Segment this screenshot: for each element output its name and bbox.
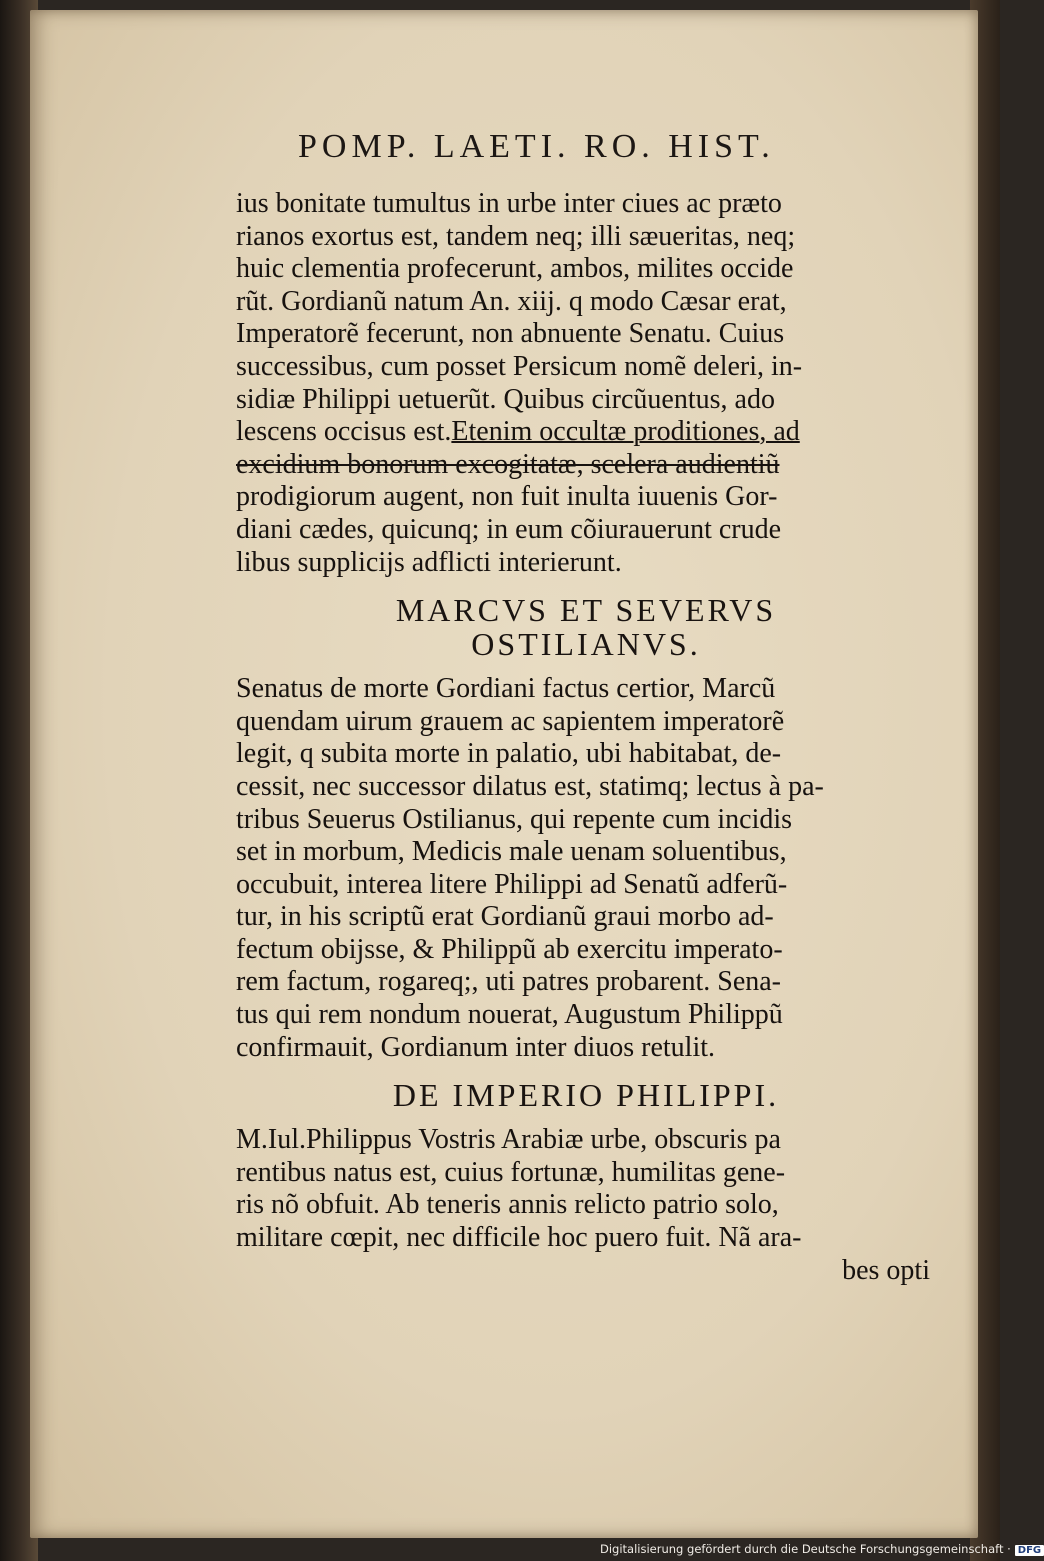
text-line: successibus, cum posset Persicum nomẽ deleri, in- (236, 350, 803, 382)
text-line: Imperatorẽ fecerunt, non abnuente Senatu. Cuius (236, 318, 785, 350)
section-heading: DE IMPERIO PHILIPPI. (392, 1077, 780, 1114)
text-line: diani cædes, quicunq; in eum cõiurauerunt crude (236, 513, 782, 545)
struck-text: excidium bonorum excogitatæ, scelera audientiũ (236, 448, 780, 480)
text-line (236, 416, 936, 449)
text-line: tus qui rem nondum nouerat, Augustum Philippũ (236, 999, 783, 1031)
text-line: tribus Seuerus Ostilianus, qui repente cum incidis (236, 803, 793, 835)
underlined-text: Etenim occultæ proditiones, ad (451, 416, 800, 448)
catchword: bes opti (842, 1254, 930, 1286)
text-line: ris nõ obfuit. Ab teneris annis relicto patrio solo, (236, 1189, 779, 1221)
footer-credit: Digitalisierung gefördert durch die Deutsche Forschungsgemeinschaft · (600, 1542, 1011, 1556)
text-line: Senatus de morte Gordiani factus certior, Marcũ (236, 673, 776, 705)
running-head: POMP. LAETI. RO. HIST. (298, 128, 775, 165)
section-heading: MARCVS ET SEVERVS (395, 592, 777, 629)
text-line: fectum obijsse, & Philippũ ab exercitu imperato- (236, 933, 783, 965)
text-line: confirmauit, Gordianum inter diuos retulit. (236, 1031, 716, 1063)
text-line: ius bonitate tumultus in urbe inter ciues ac præto (236, 188, 782, 219)
text-line: cessit, nec successor dilatus est, statimq; lectus à pa- (236, 770, 824, 802)
text-line: quendam uirum grauem ac sapientem imperatorẽ (236, 705, 785, 737)
text-line: sidiæ Philippi uetuerũt. Quibus circũuentus, ado (236, 383, 775, 415)
text-line: M.Iul.Philippus Vostris Arabiæ urbe, obscuris pa (236, 1124, 781, 1156)
text-line: tur, in his scriptũ erat Gordianũ graui morbo ad- (236, 901, 774, 933)
text-line: rũt. Gordianũ natum An. xiij. q modo Cæsar erat, (236, 285, 787, 317)
page-body (236, 188, 936, 1287)
text-line: huic clementia profecerunt, ambos, milites occide (236, 253, 794, 285)
dfg-logo: DFG (1015, 1545, 1044, 1556)
text-segment: lescens occisus est. (236, 416, 452, 448)
section-heading: OSTILIANVS. (471, 626, 701, 663)
digitization-footer (600, 1542, 1042, 1560)
text-line: rem factum, rogareq;, uti patres probarent. Sena- (236, 966, 782, 998)
text-line (236, 449, 936, 482)
text-line: set in morbum, Medicis male uenam soluentibus, (236, 836, 787, 868)
text-line: legit, q subita morte in palatio, ubi habitabat, de- (236, 738, 782, 770)
text-line: occubuit, interea litere Philippi ad Senatũ adferũ- (236, 868, 788, 900)
text-line: militare cœpit, nec difficile hoc puero fuit. Nã ara- (236, 1222, 802, 1254)
text-line: rentibus natus est, cuius fortunæ, humilitas gene- (236, 1156, 786, 1188)
text-line: rianos exortus est, tandem neq; illi sæueritas, neq; (236, 220, 796, 252)
text-line: libus supplicijs adflicti interierunt. (236, 546, 622, 578)
text-line: prodigiorum augent, non fuit inulta iuuenis Gor- (236, 481, 778, 513)
